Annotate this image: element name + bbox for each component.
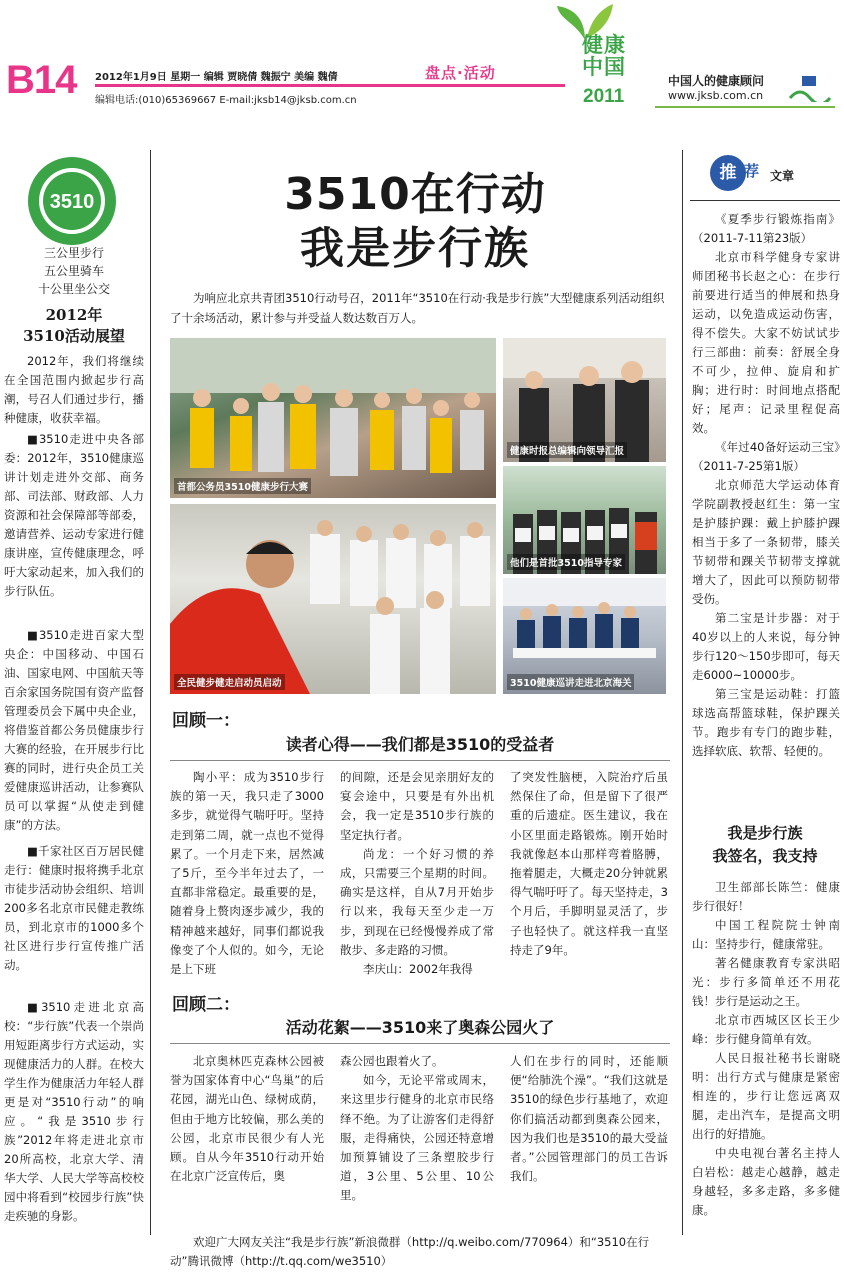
header-divider-right xyxy=(655,106,835,108)
article-column xyxy=(510,768,668,960)
paragraph: 李庆山：2002年我得 xyxy=(363,962,473,977)
sidebar-paragraph: ■3510走进中央各部委：2012年，3510健康巡讲计划走进外交部、商务部、司法部、财政部、人力资源和社会保障部等部委，邀请营养、运动专家进行健康讲座，宣传健康理念，呼吁大家动起来，加入我们的步行队伍。 xyxy=(4,432,144,598)
photo-caption: 他们是首批3510指导专家 xyxy=(507,554,625,570)
sidebar-paragraph: ■千家社区百万居民健走行：健康时报将携手北京市徒步活动协会组织、培训200多名北京市民健走教练员，到北京市的1000多个社区进行步行宣传推广活动。 xyxy=(4,844,144,972)
recommend-badge: 推 xyxy=(710,155,746,191)
column-rule xyxy=(682,150,683,1235)
site-url: www.jksb.com.cn xyxy=(668,89,764,102)
article-column xyxy=(170,1052,324,1186)
article-ref: 《年过40备好运动三宝》（2011-7-25第1版） xyxy=(692,440,840,473)
recommend-label: 文章 xyxy=(770,169,795,183)
paragraph: 北京师范大学运动体育学院副教授赵红生：第一宝是护膝护踝：戴上护膝护踝相当于多了一条韧带，膝关节韧带和踝关节韧带支撑就增大了，因此可以预防韧带受伤。 xyxy=(692,478,840,606)
photo-walk-race xyxy=(170,338,496,498)
review-rule xyxy=(170,1043,670,1044)
review-label: 回顾一： xyxy=(172,711,240,731)
slogan-line: 三公里步行 xyxy=(43,246,104,260)
sign-title: 我签名，我支持 xyxy=(712,847,818,865)
sidebar-paragraph: ■3510走进百家大型央企：中国移动、中国石油、国家电网、中国航天等百余家国务院国有资产监督管理委员会下属中央企业，将借鉴首都公务员健康步行大赛的经验，在开展步行比赛的同时，进行央企员工关爱健康巡讲活动，让参赛队员可以掌握“从使走到健康”的方法。 xyxy=(4,628,144,832)
article-column xyxy=(170,768,324,979)
editor-contact: 编辑电话:(010)65369667 E-mail:jksb14@jksb.com.cn xyxy=(95,95,357,106)
photo-customs-lecture xyxy=(503,578,666,694)
photo-report-to-leaders xyxy=(503,338,666,462)
paragraph: 的间隙，还是会见亲朋好友的宴会途中，只要是有外出机会，我一定是3510步行族的坚定执行者。 xyxy=(340,770,494,842)
headline: 我是步行族 xyxy=(300,223,530,274)
article-column xyxy=(340,768,494,979)
footer-note: 欢迎广大网友关注“我是步行族”新浪微群（http://q.weibo.com/770964）和“3510在行动”腾讯微博（http://t.qq.com/we3510） xyxy=(170,1235,650,1268)
paragraph: 第三宝是运动鞋：打篮球选高帮篮球鞋，保护踝关节。跑步有专门的跑步鞋，选择软底、软帮、轻便的。 xyxy=(692,687,840,758)
paragraph: 陶小平：成为3510步行族的第一天，我只走了3000多步，就觉得气喘吁吁。坚持走到第二周，就一点也不觉得累了。一个月走下来，居然减了5斤，至今半年过去了，一直都非常稳定。最重要的是，随着身上赘肉逐步减少，我的精神越来越好，同事们都说我像变了个人似的。如今，无论是上下班 xyxy=(170,770,324,977)
photo-caption: 全民健步健走启动员启动 xyxy=(174,674,285,690)
header-divider xyxy=(95,84,565,87)
paragraph: 人们在步行的同时，还能顺便“给肺洗个澡”。“我们这就是3510的绿色步行基地了，欢迎你们搞活动都到奥森公园来，因为我们也是3510的最大受益者。”公园管理部门的员工告诉我们。 xyxy=(510,1054,668,1184)
slogan-line: 五公里骑车 xyxy=(43,264,104,278)
sign-title: 我是步行族 xyxy=(727,824,803,842)
review-title: 读者心得——我们都是3510的受益者 xyxy=(285,735,555,754)
logo-year: 2011 xyxy=(583,86,625,107)
lead-paragraph: 为响应北京共青团3510行动号召，2011年“3510在行动·我是步行族”大型健康系列活动组织了十余场活动，累计参与并受益人数达数百万人。 xyxy=(170,291,665,325)
section-tag: 盘点·活动 xyxy=(425,64,496,82)
article-column xyxy=(510,1052,668,1186)
article-ref: 《夏季步行锻炼指南》（2011-7-11第23版） xyxy=(692,212,840,245)
recommend-articles xyxy=(692,210,840,761)
launch-illustration xyxy=(170,504,496,694)
3510-badge-icon xyxy=(27,156,117,246)
signature-item: 卫生部部长陈竺：健康步行很好！ xyxy=(692,880,840,913)
headline: 3510在行动 xyxy=(284,169,546,220)
photo-experts xyxy=(503,466,666,574)
paper-logo-icon xyxy=(788,76,832,102)
review-rule xyxy=(170,760,670,761)
paragraph: 北京奥林匹克森林公园被誉为国家体育中心“鸟巢”的后花园，湖光山色、绿树成荫，但由于地方比较偏，那么美的公园，北京市民很少有人光顾。自从今年3510行动开始在北京广泛宣传后，奥 xyxy=(170,1054,324,1184)
signature-item: 北京市西城区区长王少峰：步行健身简单有效。 xyxy=(692,1013,840,1046)
page-header xyxy=(0,0,844,112)
paragraph: 第二宝是计步器：对于40岁以上的人来说，每分钟步行120～150步即可，每天走6000~10000步。 xyxy=(692,611,840,682)
recommend-rule xyxy=(690,200,840,201)
signature-item: 人民日报社秘书长谢晓明：出行方式与健康是紧密相连的，步行让您远离双腿，走出汽车，是提高文明出行的好措施。 xyxy=(692,1051,840,1141)
recommend-badge-char: 荐 xyxy=(744,162,760,180)
column-rule xyxy=(150,150,151,1235)
article-column xyxy=(340,1052,494,1206)
paragraph: 森公园也跟着火了。 xyxy=(340,1054,444,1068)
photo-caption: 健康时报总编辑向领导汇报 xyxy=(507,442,627,458)
review-label: 回顾二： xyxy=(172,995,240,1015)
paragraph: 了突发性脑梗，入院治疗后虽然保住了命，但是留下了很严重的后遗症。医生建议，我在小区里面走路锻炼。刚开始时我就像赵本山那样弯着胳膊，拖着腿走，大概走20分钟就累得气喘吁吁了。每天坚持走，3个月后，手脚明显灵活了，步子也轻快了。就这样我一直坚持走了9年。 xyxy=(510,770,668,957)
paragraph: 尚龙：一个好习惯的养成，只需要三个星期的时间。确实是这样，自从7月开始步行以来，我每天至少走一万步，到现在已经慢慢养成了常散步、多走路的习惯。 xyxy=(340,846,494,957)
sidebar-paragraph: 2012年，我们将继续在全国范围内掀起步行高潮，号召人们通过步行，播种健康，收获幸福。 xyxy=(4,354,144,425)
signature-item: 中国工程院院士钟南山：坚持步行，健康常驻。 xyxy=(692,918,840,951)
review-title: 活动花絮——3510来了奥森公园火了 xyxy=(285,1018,555,1037)
sign-list xyxy=(692,878,840,1220)
issue-info: 2012年1月9日 星期一 编辑 贾晓倩 魏振宁 美编 魏倩 xyxy=(95,72,338,83)
paper-slogan: 中国人的健康顾问 xyxy=(668,74,765,88)
badge-text: 3510 xyxy=(49,191,95,213)
sidebar-title: 2012年 xyxy=(45,306,103,324)
slogan-line: 十公里坐公交 xyxy=(37,282,110,296)
sidebar-title: 3510活动展望 xyxy=(23,327,125,345)
photo-launch xyxy=(170,504,496,694)
paragraph: 北京市科学健身专家讲师团秘书长赵之心：在步行前要进行适当的伸展和热身运动，以免造成运动伤害，得不偿失。大家不妨试试步行三部曲：前奏：舒展全身不可少，拉伸、旋肩和扩胸；进行时：时间地点搭配好；尾声：记录里程促高效。 xyxy=(692,250,840,435)
sidebar-paragraph: ■3510走进北京高校：“步行族”代表一个崇尚用短距离步行方式运动，实现健康活力的人群。在校大学生作为健康活力年轻人群更是对“3510行动”的响应。“我是3510步行族”2012年将走进北京市20所高校，北京大学、清华大学、人民大学等高校校园中将看到“校园步行族”快走疾驰的身影。 xyxy=(4,1000,144,1223)
page-number: B14 xyxy=(6,58,77,102)
signature-item: 著名健康教育专家洪昭光：步行多简单还不用花钱！步行是运动之王。 xyxy=(692,956,840,1008)
logo-title: 健康中国 xyxy=(582,33,626,79)
crowd-illustration xyxy=(170,338,496,498)
paragraph: 如今，无论平常或周末，来这里步行健身的北京市民络绎不绝。为了让游客们走得舒服，走得痛快，公园还特意增加预算铺设了三条塑胶步行道，3公里、5公里、10公里。 xyxy=(340,1073,494,1203)
photo-caption: 3510健康巡讲走进北京海关 xyxy=(507,674,634,690)
signature-item: 中央电视台著名主持人白岩松：越走心越静，越走身越轻，多多走路，多多健康。 xyxy=(692,1146,840,1217)
photo-caption: 首都公务员3510健康步行大赛 xyxy=(174,478,311,494)
